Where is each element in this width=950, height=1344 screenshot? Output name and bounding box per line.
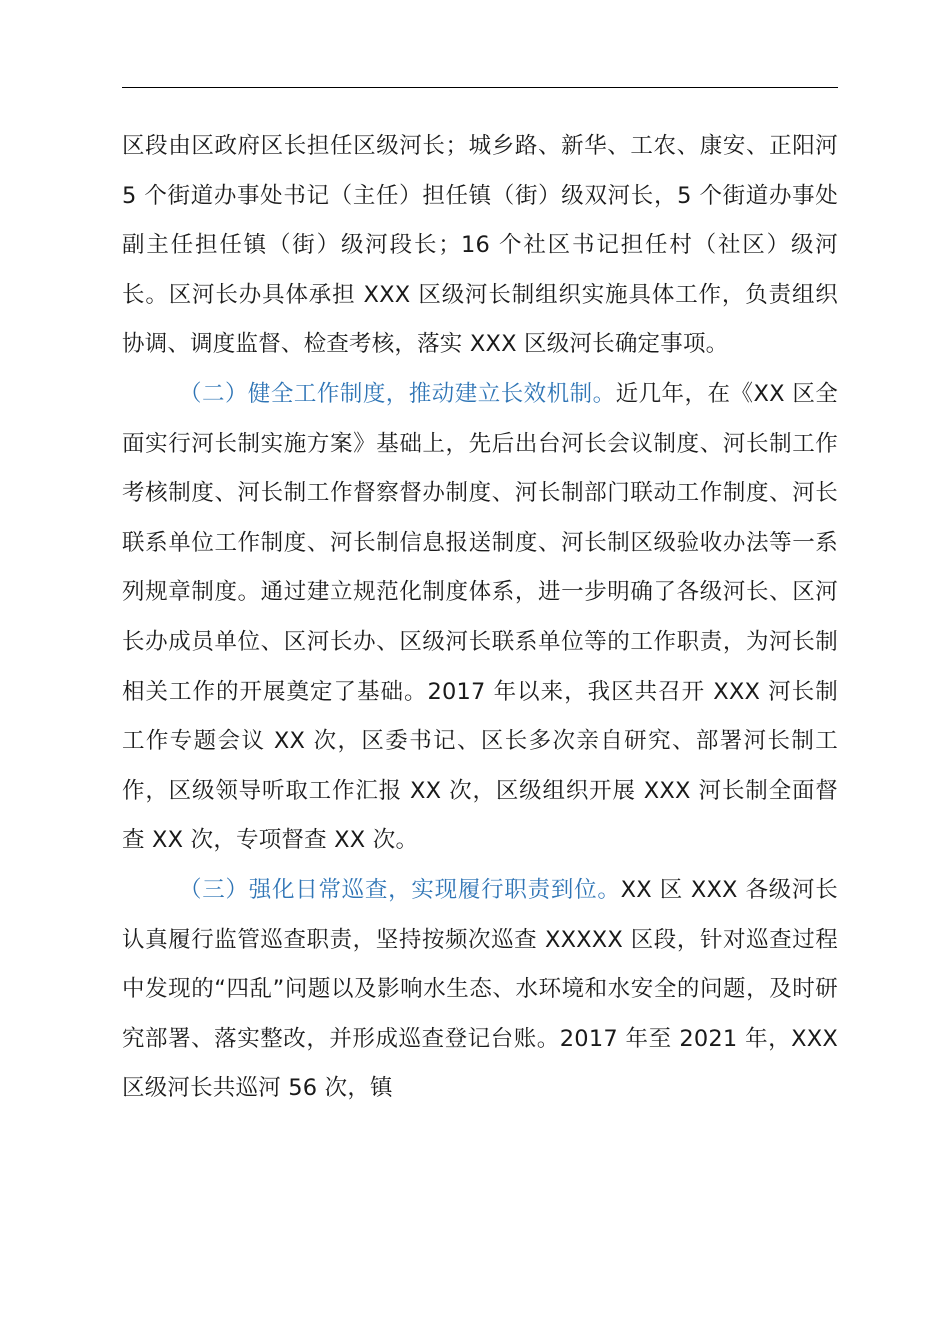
document-body: [122, 122, 838, 1114]
section-heading: （二）健全工作制度，推动建立长效机制。: [179, 380, 616, 407]
section-heading: （三）强化日常巡查，实现履行职责到位。: [179, 876, 621, 903]
paragraph-text: XX 区 XXX 各级河长认真履行监管巡查职责，坚持按频次巡查 XXXXX 区段，针对巡查过程中发现的“四乱”问题以及影响水生态、水环境和水安全的问题，及时研究部署、落实整改，并形成巡查登记台账。2017 年至 2021 年，XXX 区级河长共巡河 56 次，镇: [122, 876, 838, 1102]
paragraph-continuation: [122, 122, 838, 370]
paragraph-text: 区段由区政府区长担任区级河长；城乡路、新华、工农、康安、正阳河 5 个街道办事处书记（主任）担任镇（街）级双河长，5 个街道办事处副主任担任镇（街）级河段长；16 个社区书记担任村（社区）级河长。区河长办具体承担 XXX 区级河长制组织实施具体工作，负责组织协调、调度监督、检查考核，落实 XXX 区级河长确定事项。: [122, 133, 838, 358]
header-rule: [122, 87, 838, 88]
paragraph-section-2: [122, 370, 838, 866]
paragraph-section-3: [122, 866, 838, 1114]
paragraph-text: 近几年，在《XX 区全面实行河长制实施方案》基础上，先后出台河长会议制度、河长制工作考核制度、河长制工作督察督办制度、河长制部门联动工作制度、河长联系单位工作制度、河长制信息报送制度、河长制区级验收办法等一系列规章制度。通过建立规范化制度体系，进一步明确了各级河长、区河长办成员单位、区河长办、区级河长联系单位等的工作职责，为河长制相关工作的开展奠定了基础。2017 年以来，我区共召开 XXX 河长制工作专题会议 XX 次，区委书记、区长多次亲自研究、部署河长制工作，区级领导听取工作汇报 XX 次，区级组织开展 XXX 河长制全面督查 XX 次，专项督查 XX 次。: [122, 380, 838, 854]
